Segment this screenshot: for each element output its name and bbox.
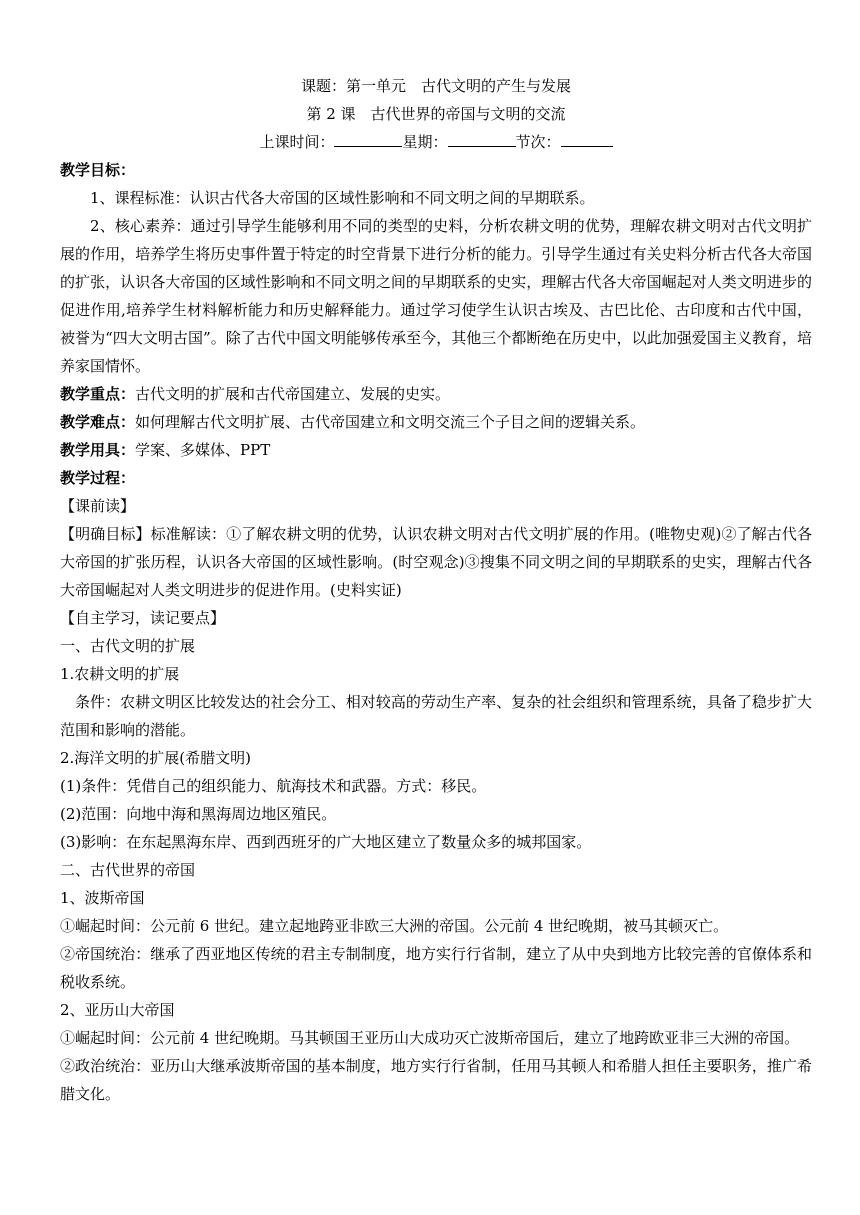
week-blank bbox=[448, 128, 516, 147]
process-heading: 教学过程： bbox=[60, 469, 136, 487]
self-study-heading: 【自主学习，读记要点】 bbox=[60, 609, 226, 627]
key-points-label: 教学重点： bbox=[60, 385, 136, 403]
difficult-points-text: 如何理解古代文明扩展、古代帝国建立和文明交流三个子目之间的逻辑关系。 bbox=[135, 413, 646, 431]
teaching-tools bbox=[60, 436, 812, 464]
difficult-points-label: 教学难点： bbox=[60, 413, 136, 431]
section1-title: 一、古代文明的扩展 bbox=[60, 637, 196, 655]
section1-sub2-title: 2.海洋文明的扩展(希腊文明) bbox=[60, 749, 252, 767]
alexander-title: 2、亚历山大帝国 bbox=[60, 1001, 175, 1019]
time-blank bbox=[334, 128, 402, 147]
alexander-rise: ①崛起时间：公元前 4 世纪晚期。马其顿国王亚历山大成功灭亡波斯帝国后，建立了地跨欧亚非三大洲的帝国。 bbox=[60, 1029, 800, 1047]
teaching-tools-label: 教学用具： bbox=[60, 441, 136, 459]
teaching-tools-text: 学案、多媒体、PPT bbox=[135, 441, 271, 459]
time-label: 上课时间： bbox=[259, 133, 335, 151]
class-time-line bbox=[60, 128, 812, 156]
objective-literacy: 2、核心素养：通过引导学生能够利用不同的类型的史料，分析农耕文明的优势，理解农耕文明对古代文明扩展的作用，培养学生将历史事件置于特定的时空背景下进行分析的能力。引导学生通过有关史料分析古代各大帝国的扩张，认识各大帝国的区域性影响和不同文明之间的早期联系的史实，理解古代各大帝国崛起对人类文明进步的促进作用,培养学生材料解析能力和历史解释能力。通过学习使学生认识古埃及、古巴比伦、古印度和古代中国，被誉为“四大文明古国”。除了古代中国文明能够传承至今，其他三个都断绝在历史中，以此加强爱国主义教育，培养家国情怀。 bbox=[60, 217, 812, 375]
lesson-title: 第 2 课 古代世界的帝国与文明的交流 bbox=[306, 105, 566, 123]
objectives-heading: 教学目标： bbox=[60, 161, 136, 179]
week-label: 星期： bbox=[402, 133, 448, 151]
goals-paragraph bbox=[60, 520, 812, 604]
difficult-points bbox=[60, 408, 812, 436]
objective-standard: 1、课程标准：认识古代各大帝国的区域性影响和不同文明之间的早期联系。 bbox=[90, 189, 595, 207]
goals-text: 标准解读：①了解农耕文明的优势，认识农耕文明对古代文明扩展的作用。(唯物史观)②了解古代各大帝国的扩张历程，认识各大帝国的区域性影响。(时空观念)③搜集不同文明之间的早期联系的史实，理解古代各大帝国崛起对人类文明进步的促进作用。(史料实证) bbox=[60, 525, 812, 599]
section1-sub1-text: 条件：农耕文明区比较发达的社会分工、相对较高的劳动生产率、复杂的社会组织和管理系统，具备了稳步扩大范围和影响的潜能。 bbox=[60, 693, 812, 739]
section1-sub2-item1: (1)条件：凭借自己的组织能力、航海技术和武器。方式：移民。 bbox=[60, 777, 487, 795]
persia-title: 1、波斯帝国 bbox=[60, 889, 145, 907]
section1-sub2-item2: (2)范围：向地中海和黑海周边地区殖民。 bbox=[60, 805, 337, 823]
persia-rule: ②帝国统治：继承了西亚地区传统的君主专制制度，地方实行行省制，建立了从中央到地方比较完善的官僚体系和税收系统。 bbox=[60, 945, 812, 991]
document-page bbox=[60, 72, 812, 1108]
key-points bbox=[60, 380, 812, 408]
section1-sub1-title: 1.农耕文明的扩展 bbox=[60, 665, 180, 683]
period-blank bbox=[561, 128, 613, 147]
section1-sub2-item3: (3)影响：在东起黑海东岸、西到西班牙的广大地区建立了数量众多的城邦国家。 bbox=[60, 833, 592, 851]
key-points-text: 古代文明的扩展和古代帝国建立、发展的史实。 bbox=[135, 385, 451, 403]
preread-heading: 【课前读】 bbox=[60, 497, 136, 515]
topic-title: 课题：第一单元 古代文明的产生与发展 bbox=[300, 77, 571, 95]
period-label: 节次： bbox=[515, 133, 561, 151]
persia-rise: ①崛起时间：公元前 6 世纪。建立起地跨亚非欧三大洲的帝国。公元前 4 世纪晚期，被马其顿灭亡。 bbox=[60, 917, 729, 935]
goals-label: 【明确目标】 bbox=[60, 525, 151, 543]
alexander-rule: ②政治统治：亚历山大继承波斯帝国的基本制度，地方实行行省制，任用马其顿人和希腊人担任主要职务，推广希腊文化。 bbox=[60, 1057, 812, 1103]
section2-title: 二、古代世界的帝国 bbox=[60, 861, 196, 879]
